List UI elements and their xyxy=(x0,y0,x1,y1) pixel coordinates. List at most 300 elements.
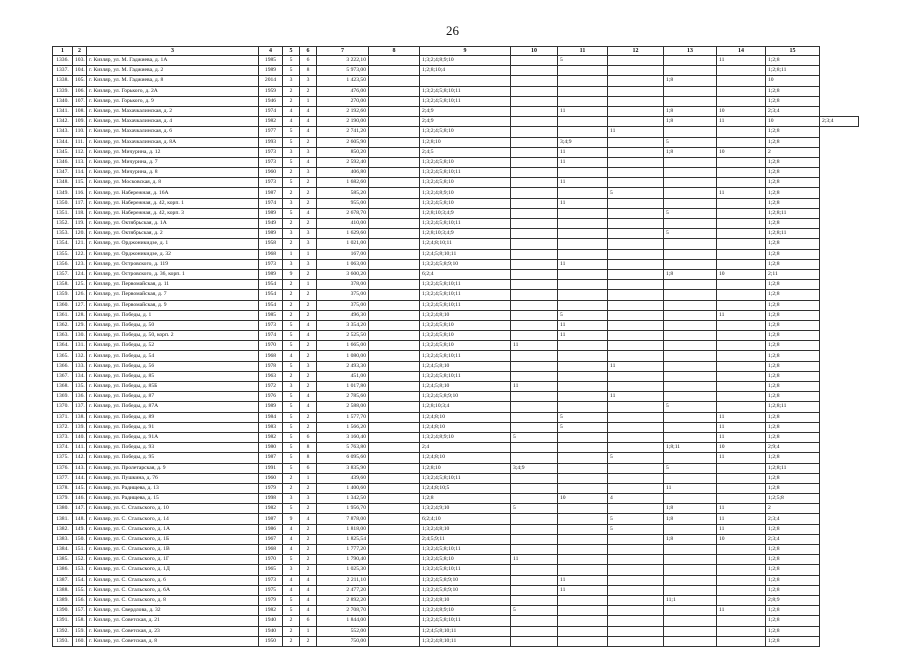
table-cell: 4 xyxy=(300,157,317,167)
table-cell: 1366. xyxy=(53,361,73,371)
table-cell xyxy=(608,616,664,626)
table-cell: 11 xyxy=(717,504,766,514)
table-cell xyxy=(608,137,664,147)
table-cell xyxy=(608,178,664,188)
table-cell xyxy=(608,76,664,86)
table-cell: 3 xyxy=(300,168,317,178)
table-cell: г. Кизляр, ул. Победы, д. 50, корп. 2 xyxy=(87,331,259,341)
table-row xyxy=(53,371,859,381)
table-row xyxy=(53,595,859,605)
table-cell xyxy=(664,616,717,626)
table-cell: 1968 xyxy=(259,249,283,259)
table-cell: 140. xyxy=(73,432,87,442)
table-cell xyxy=(511,300,558,310)
table-cell: 152. xyxy=(73,555,87,565)
table-cell: 1;2;8 xyxy=(766,239,820,249)
table-cell: 10 xyxy=(717,147,766,157)
table-cell: 1390. xyxy=(53,606,73,616)
table-cell: 1;2;4;8;10;5 xyxy=(420,483,511,493)
table-cell: 1;8 xyxy=(664,534,717,544)
table-cell xyxy=(717,249,766,259)
table-cell xyxy=(608,96,664,106)
table-cell: 3 xyxy=(300,229,317,239)
table-cell xyxy=(511,473,558,483)
table-row xyxy=(53,137,859,147)
table-cell xyxy=(717,137,766,147)
table-cell xyxy=(608,290,664,300)
table-cell: 1;2;8 xyxy=(766,524,820,534)
table-cell xyxy=(664,382,717,392)
table-cell xyxy=(511,636,558,646)
table-cell xyxy=(608,56,664,66)
table-cell: 1;2;8 xyxy=(766,127,820,137)
table-row xyxy=(53,473,859,483)
table-cell: 1;3;2;4;5;8;10 xyxy=(420,341,511,351)
table-cell xyxy=(608,66,664,76)
table-cell xyxy=(511,280,558,290)
table-cell: 2 xyxy=(283,626,300,636)
table-cell: 1968 xyxy=(259,545,283,555)
table-cell: 1;2;8 xyxy=(766,361,820,371)
table-cell xyxy=(511,208,558,218)
table-cell: 4 xyxy=(283,585,300,595)
table-cell: 5 xyxy=(283,66,300,76)
table-cell xyxy=(369,494,420,504)
table-cell: 1;8 xyxy=(664,117,717,127)
table-cell xyxy=(369,188,420,198)
table-cell: 1381. xyxy=(53,514,73,524)
table-row xyxy=(53,412,859,422)
table-cell: 1357. xyxy=(53,269,73,279)
table-row xyxy=(53,514,859,524)
table-cell xyxy=(369,463,420,473)
table-cell: 1;2;8 xyxy=(766,585,820,595)
table-cell xyxy=(511,320,558,330)
table-cell: 2 190,00 xyxy=(317,117,369,127)
table-cell xyxy=(369,178,420,188)
table-cell: 11 xyxy=(717,117,766,127)
table-cell: 1;2;4;8;10;11 xyxy=(420,239,511,249)
table-cell: г. Кизляр, ул. Победы, д. 91 xyxy=(87,422,259,432)
column-header: 8 xyxy=(369,47,420,56)
table-cell: г. Кизляр, ул. Советская, д. 23 xyxy=(87,626,259,636)
table-cell: 142. xyxy=(73,453,87,463)
table-cell: 118. xyxy=(73,208,87,218)
table-cell xyxy=(608,310,664,320)
table-row xyxy=(53,76,859,86)
table-cell: 11 xyxy=(558,106,608,116)
table-cell xyxy=(664,473,717,483)
table-cell: 1;2;8 xyxy=(766,137,820,147)
table-cell xyxy=(511,331,558,341)
table-cell: 5 xyxy=(558,56,608,66)
table-cell: 1982 xyxy=(259,504,283,514)
table-cell xyxy=(369,198,420,208)
table-cell: 3;4;9 xyxy=(511,463,558,473)
table-cell: 1989 xyxy=(259,229,283,239)
table-cell xyxy=(664,290,717,300)
table-cell: 10 xyxy=(766,117,820,127)
table-cell: 1363. xyxy=(53,331,73,341)
table-cell: 2;3;4 xyxy=(766,106,820,116)
column-number-row xyxy=(53,47,859,56)
table-cell xyxy=(664,453,717,463)
table-cell xyxy=(608,382,664,392)
table-cell: 11 xyxy=(558,157,608,167)
table-cell: г. Кизляр, ул. С. Стальского, д. 1Г xyxy=(87,555,259,565)
table-cell: 3 222,10 xyxy=(317,56,369,66)
table-cell: 1982 xyxy=(259,606,283,616)
table-cell: 116. xyxy=(73,188,87,198)
table-cell: 1;2;8 xyxy=(766,606,820,616)
table-cell: 1;2;8;11 xyxy=(766,229,820,239)
table-cell: 2 xyxy=(283,636,300,646)
table-cell: г. Кизляр, ул. Победы, д. 52 xyxy=(87,341,259,351)
table-cell xyxy=(664,555,717,565)
table-cell: г. Кизляр, ул. Махачкалинская, д. 6 xyxy=(87,127,259,137)
table-cell: 1376. xyxy=(53,463,73,473)
table-cell xyxy=(369,280,420,290)
table-cell xyxy=(369,555,420,565)
table-cell xyxy=(369,147,420,157)
table-cell: 1976 xyxy=(259,392,283,402)
table-cell xyxy=(558,361,608,371)
table-cell: 11 xyxy=(664,483,717,493)
table-cell: 1940 xyxy=(259,626,283,636)
table-cell: 2;8;9 xyxy=(766,595,820,605)
table-cell: г. Кизляр, ул. Пушкина, д. 76 xyxy=(87,473,259,483)
table-cell xyxy=(511,106,558,116)
table-cell: 1;3;2;4;5;8;10;11 xyxy=(420,473,511,483)
table-cell xyxy=(558,534,608,544)
table-cell: 750,00 xyxy=(317,636,369,646)
table-cell: г. Кизляр, ул. Первомайская, д. 7 xyxy=(87,290,259,300)
table-cell xyxy=(717,575,766,585)
table-cell: 375,00 xyxy=(317,300,369,310)
table-cell: г. Кизляр, ул. Победы, д. 56 xyxy=(87,361,259,371)
table-cell: 5 xyxy=(511,504,558,514)
table-cell: 1 825,54 xyxy=(317,534,369,544)
table-cell: 5 xyxy=(283,56,300,66)
table-cell: 112. xyxy=(73,147,87,157)
table-cell: г. Кизляр, ул. С. Стальского, д. 1Б xyxy=(87,534,259,544)
table-cell: 2;4;9 xyxy=(420,106,511,116)
table-cell: 1985 xyxy=(259,56,283,66)
table-cell: 1377. xyxy=(53,473,73,483)
table-cell xyxy=(511,198,558,208)
table-cell: 138. xyxy=(73,412,87,422)
table-cell xyxy=(717,168,766,178)
table-cell xyxy=(558,300,608,310)
table-row xyxy=(53,300,859,310)
table-cell: 1963 xyxy=(259,371,283,381)
table-row xyxy=(53,259,859,269)
table-row xyxy=(53,626,859,636)
table-row xyxy=(53,545,859,555)
table-cell: 1954 xyxy=(259,290,283,300)
table-cell: 11;1 xyxy=(664,595,717,605)
table-cell xyxy=(511,66,558,76)
table-cell: 1960 xyxy=(259,473,283,483)
table-cell xyxy=(558,565,608,575)
table-cell: 1989 xyxy=(259,269,283,279)
table-cell: 1975 xyxy=(259,585,283,595)
table-cell: 1375. xyxy=(53,453,73,463)
table-cell: 1940 xyxy=(259,616,283,626)
table-cell: 156. xyxy=(73,595,87,605)
table-cell: 1;2;8 xyxy=(766,483,820,493)
table-cell xyxy=(369,402,420,412)
table-cell: 1;2;8 xyxy=(766,382,820,392)
table-cell xyxy=(511,127,558,137)
table-cell: 4 xyxy=(300,208,317,218)
table-cell: 9 xyxy=(283,514,300,524)
table-cell: 1973 xyxy=(259,178,283,188)
table-cell: 1;3;2;4;5;8;10;11 xyxy=(420,280,511,290)
table-cell: 1373. xyxy=(53,432,73,442)
table-cell xyxy=(511,76,558,86)
table-cell xyxy=(608,504,664,514)
table-cell xyxy=(558,443,608,453)
table-cell: 5 xyxy=(283,595,300,605)
table-cell: 378,00 xyxy=(317,280,369,290)
column-header: 7 xyxy=(317,47,369,56)
table-cell xyxy=(558,432,608,442)
table-cell: 1970 xyxy=(259,555,283,565)
table-cell xyxy=(511,514,558,524)
table-cell xyxy=(608,534,664,544)
table-cell: 1989 xyxy=(259,208,283,218)
table-cell xyxy=(664,412,717,422)
table-cell: 1351. xyxy=(53,208,73,218)
table-cell xyxy=(511,575,558,585)
table-cell xyxy=(558,341,608,351)
table-cell xyxy=(369,453,420,463)
table-cell: 107. xyxy=(73,96,87,106)
table-cell xyxy=(717,351,766,361)
table-cell: 1;2;5;8 xyxy=(766,494,820,504)
table-cell xyxy=(511,239,558,249)
table-cell: 2;11 xyxy=(766,269,820,279)
table-cell: г. Кизляр, ул. Победы, д. 89 xyxy=(87,412,259,422)
table-cell: 109. xyxy=(73,117,87,127)
table-cell: г. Кизляр, ул. Октябрьская, д. 2 xyxy=(87,229,259,239)
table-cell: 1;3;2;4;8;9;10 xyxy=(420,606,511,616)
table-cell: 2 741,20 xyxy=(317,127,369,137)
table-cell: 4 xyxy=(283,545,300,555)
table-cell: 1;3;2;4;5;8;10;11 xyxy=(420,219,511,229)
table-cell xyxy=(608,473,664,483)
table-cell: 1 682,60 xyxy=(317,178,369,188)
column-header: 13 xyxy=(664,47,717,56)
table-cell: 2 xyxy=(300,269,317,279)
table-row xyxy=(53,565,859,575)
table-cell xyxy=(717,259,766,269)
table-cell: 1987 xyxy=(259,453,283,463)
table-cell: 1372. xyxy=(53,422,73,432)
table-cell: г. Кизляр, ул. Махачкалинская, д. 8А xyxy=(87,137,259,147)
table-cell: 3 xyxy=(283,565,300,575)
table-cell: г. Кизляр, ул. Победы, д. 1 xyxy=(87,310,259,320)
table-cell: 1 566,20 xyxy=(317,422,369,432)
table-cell: 1;8 xyxy=(664,504,717,514)
table-row xyxy=(53,402,859,412)
table-cell xyxy=(511,219,558,229)
table-cell: 1386. xyxy=(53,565,73,575)
table-cell xyxy=(664,432,717,442)
table-cell: 1993 xyxy=(259,137,283,147)
table-cell: 1973 xyxy=(259,147,283,157)
table-cell xyxy=(511,524,558,534)
table-cell: 3 160,40 xyxy=(317,432,369,442)
table-cell: 139. xyxy=(73,422,87,432)
table-cell: 1337. xyxy=(53,66,73,76)
table-cell: 1370. xyxy=(53,402,73,412)
table-cell: 1;2;8;10;3;4;9 xyxy=(420,208,511,218)
table-cell: 1998 xyxy=(259,494,283,504)
table-row xyxy=(53,616,859,626)
table-cell: г. Кизляр, ул. Мичурина, д. 8 xyxy=(87,168,259,178)
table-cell: 11 xyxy=(608,361,664,371)
table-cell: 1989 xyxy=(259,402,283,412)
table-cell: 1 665,00 xyxy=(317,341,369,351)
table-cell: 1;3;2;4;5;8;10 xyxy=(420,555,511,565)
table-cell xyxy=(664,585,717,595)
table-cell: 1;2;8 xyxy=(766,351,820,361)
table-cell xyxy=(558,392,608,402)
table-cell: 4 xyxy=(300,117,317,127)
table-cell: 451,00 xyxy=(317,371,369,381)
table-cell: 1353. xyxy=(53,229,73,239)
table-cell: 150. xyxy=(73,534,87,544)
table-cell: 1369. xyxy=(53,392,73,402)
table-row xyxy=(53,331,859,341)
table-cell: 5 xyxy=(283,127,300,137)
table-cell: 1977 xyxy=(259,127,283,137)
table-cell: 2 xyxy=(300,178,317,188)
table-cell: 5 xyxy=(608,188,664,198)
table-cell: 5 xyxy=(283,157,300,167)
table-cell xyxy=(511,249,558,259)
table-cell xyxy=(717,229,766,239)
table-cell: 1;2;8;10 xyxy=(420,137,511,147)
table-cell: 2 xyxy=(283,280,300,290)
table-cell: 1 577,70 xyxy=(317,412,369,422)
table-cell xyxy=(511,351,558,361)
table-cell xyxy=(511,86,558,96)
table-cell: 151. xyxy=(73,545,87,555)
table-cell: 1339. xyxy=(53,86,73,96)
table-cell xyxy=(369,229,420,239)
table-cell xyxy=(369,157,420,167)
table-cell: г. Кизляр, ул. Победы, д. 91А xyxy=(87,432,259,442)
table-cell xyxy=(664,331,717,341)
table-cell: 2 708,70 xyxy=(317,606,369,616)
table-cell xyxy=(558,229,608,239)
table-cell: 1 xyxy=(283,249,300,259)
table-cell: 11 xyxy=(717,422,766,432)
table-cell: 1;3;2;4;9;10 xyxy=(420,504,511,514)
table-cell: 1;8 xyxy=(664,269,717,279)
table-cell xyxy=(558,219,608,229)
column-header: 14 xyxy=(717,47,766,56)
column-header: 5 xyxy=(283,47,300,56)
table-cell xyxy=(608,351,664,361)
table-cell xyxy=(717,585,766,595)
table-cell xyxy=(608,422,664,432)
table-cell: 3 xyxy=(300,239,317,249)
table-cell: г. Кизляр, ул. Победы, д. 54 xyxy=(87,351,259,361)
table-row xyxy=(53,341,859,351)
table-cell: 1;3;2;4;5;8;10;11 xyxy=(420,300,511,310)
table-cell: г. Кизляр, ул. Островского, д. 36, корп. 1 xyxy=(87,269,259,279)
table-cell: 3 xyxy=(300,494,317,504)
table-cell: 6 095,60 xyxy=(317,453,369,463)
table-cell: 2;3;4 xyxy=(766,514,820,524)
table-cell xyxy=(664,259,717,269)
table-cell: 134. xyxy=(73,371,87,381)
table-cell: 2 xyxy=(283,86,300,96)
table-cell xyxy=(717,473,766,483)
table-cell: 1;8 xyxy=(664,106,717,116)
table-cell xyxy=(717,382,766,392)
table-cell: 5 xyxy=(283,331,300,341)
table-cell: 850,20 xyxy=(317,147,369,157)
table-cell: 1973 xyxy=(259,259,283,269)
table-cell: 375,00 xyxy=(317,290,369,300)
table-cell: 4 xyxy=(283,575,300,585)
table-cell xyxy=(717,219,766,229)
table-cell: 1985 xyxy=(259,310,283,320)
table-row xyxy=(53,575,859,585)
table-cell: 1;2;8 xyxy=(766,310,820,320)
table-row xyxy=(53,269,859,279)
table-cell: 5 xyxy=(283,443,300,453)
table-cell: 132. xyxy=(73,351,87,361)
table-cell: 410,00 xyxy=(317,219,369,229)
table-cell: 1;2;8 xyxy=(766,422,820,432)
table-cell xyxy=(608,585,664,595)
table-cell xyxy=(558,96,608,106)
table-cell: 5 xyxy=(283,402,300,412)
table-cell: 1 956,70 xyxy=(317,504,369,514)
table-cell: г. Кизляр, ул. Горького, д. 2А xyxy=(87,86,259,96)
table-row xyxy=(53,219,859,229)
table-cell xyxy=(511,402,558,412)
table-cell: 1;3;2;4;5;8;10;11 xyxy=(420,290,511,300)
table-cell: 2 xyxy=(283,168,300,178)
table-cell: 5 xyxy=(558,310,608,320)
table-cell: 6 xyxy=(300,432,317,442)
table-cell: 5 xyxy=(558,422,608,432)
table-cell xyxy=(369,269,420,279)
table-cell: 10 xyxy=(717,534,766,544)
table-cell: 1958 xyxy=(259,239,283,249)
table-cell xyxy=(664,56,717,66)
table-cell: 4 xyxy=(283,534,300,544)
table-cell: 1393. xyxy=(53,636,73,646)
table-cell: 8 xyxy=(300,443,317,453)
table-cell: 11 xyxy=(558,585,608,595)
table-row xyxy=(53,432,859,442)
table-cell: 1;2;8;10;3;4 xyxy=(420,402,511,412)
table-cell: г. Кизляр, ул. Первомайская, д. 9 xyxy=(87,300,259,310)
table-cell: 2 xyxy=(283,371,300,381)
table-cell: 158. xyxy=(73,616,87,626)
table-cell: 2 xyxy=(300,483,317,493)
table-cell xyxy=(717,127,766,137)
column-header: 11 xyxy=(558,47,608,56)
